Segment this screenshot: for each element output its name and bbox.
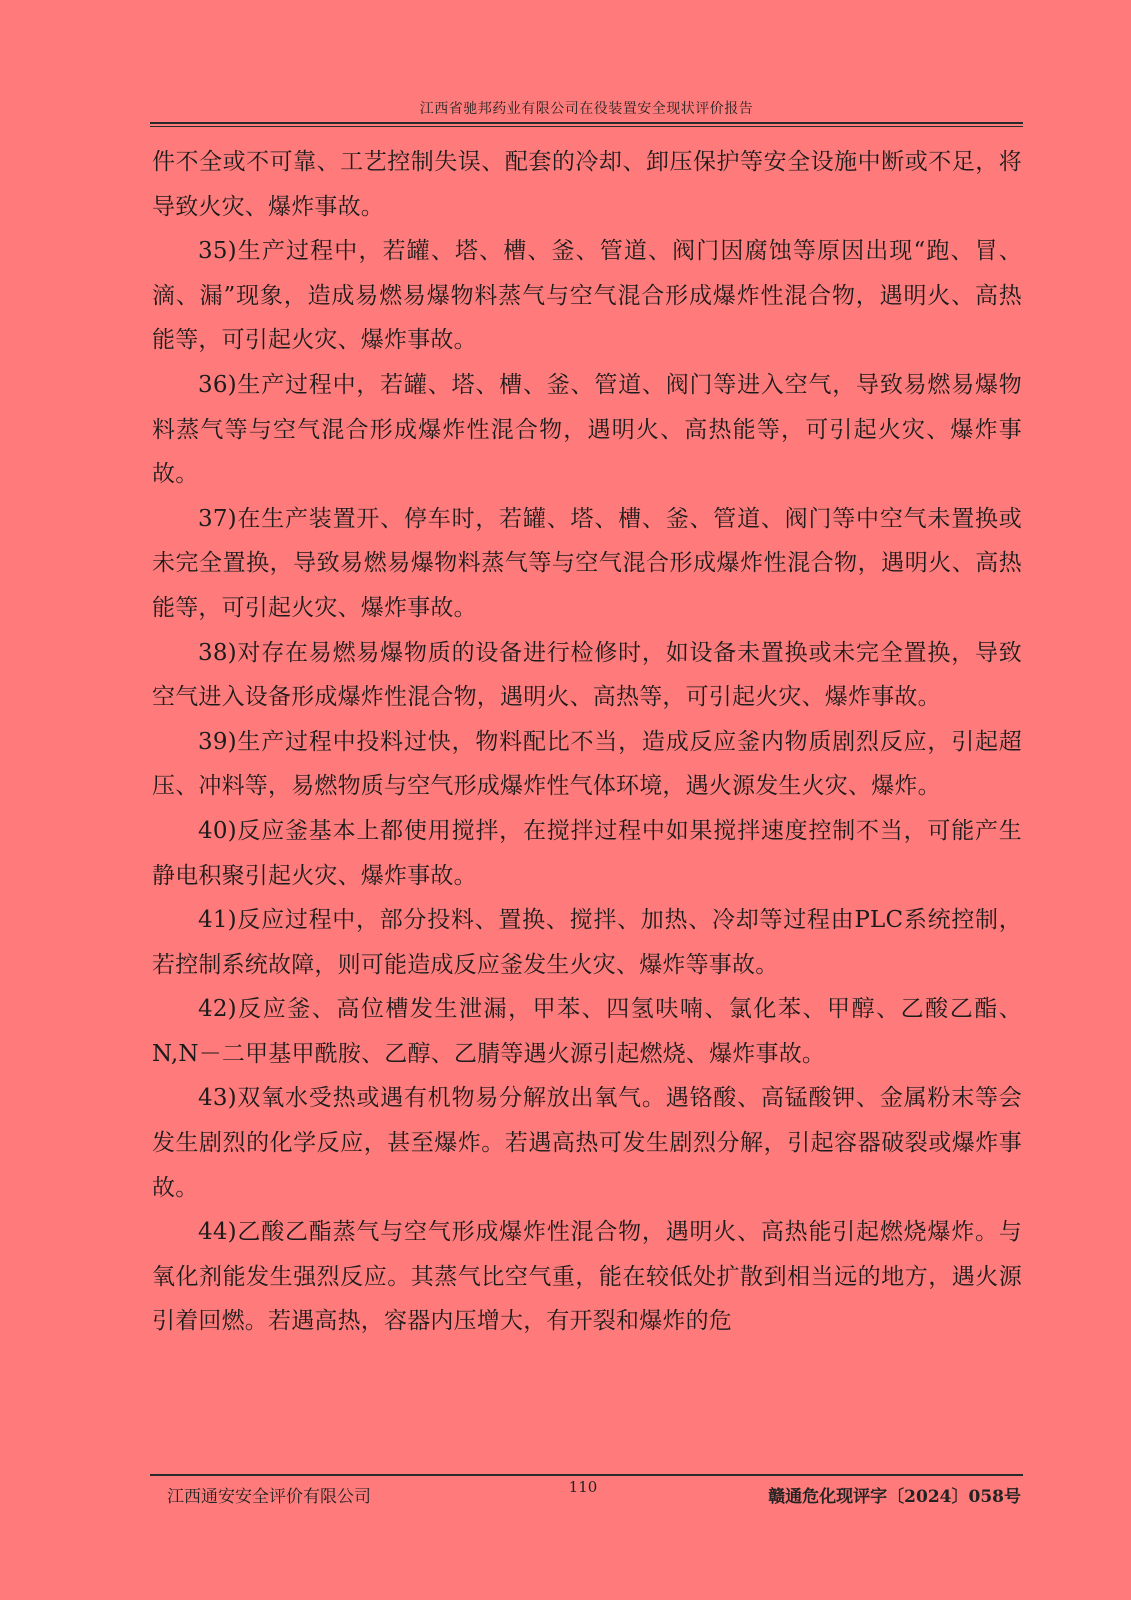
paragraph-item-37: 37)在生产装置开、停车时，若罐、塔、槽、釜、管道、阀门等中空气未置换或未完全置换，导致易燃易爆物料蒸气等与空气混合形成爆炸性混合物，遇明火、高热能等，可引起火灾、爆炸事故。	[152, 505, 1022, 621]
footer-divider	[150, 1474, 1023, 1476]
paragraph-item-44: 44)乙酸乙酯蒸气与空气形成爆炸性混合物，遇明火、高热能引起燃烧爆炸。与氧化剂能发生强烈反应。其蒸气比空气重，能在较低处扩散到相当远的地方，遇火源引着回燃。若遇高热，容器内压增大，有开裂和爆炸的危	[152, 1219, 1022, 1335]
paragraph-item-42: 42)反应釜、高位槽发生泄漏，甲苯、四氢呋喃、氯化苯、甲醇、乙酸乙酯、N,N－二甲基甲酰胺、乙醇、乙腈等遇火源引起燃烧、爆炸事故。	[152, 996, 1022, 1067]
paragraph-item-35: 35)生产过程中，若罐、塔、槽、釜、管道、阀门因腐蚀等原因出现“跑、冒、滴、漏”现象，造成易燃易爆物料蒸气与空气混合形成爆炸性混合物，遇明火、高热能等，可引起火灾、爆炸事故。	[152, 238, 1022, 354]
header-divider-thin	[150, 126, 1023, 127]
page-header-title: 江西省驰邦药业有限公司在役装置安全现状评价报告	[419, 101, 754, 117]
footer-company: 江西通安安全评价有限公司	[167, 1487, 371, 1507]
paragraph-item-40: 40)反应釜基本上都使用搅拌，在搅拌过程中如果搅拌速度控制不当，可能产生静电积聚引起火灾、爆炸事故。	[152, 817, 1022, 889]
paragraph-item-39: 39)生产过程中投料过快，物料配比不当，造成反应釜内物质剧烈反应，引起超压、冲料等，易燃物质与空气形成爆炸性气体环境，遇火源发生火灾、爆炸。	[152, 728, 1022, 800]
paragraph-item-41: 41)反应过程中，部分投料、置换、搅拌、加热、冷却等过程由PLC系统控制，若控制系统故障，则可能造成反应釜发生火灾、爆炸等事故。	[152, 907, 1022, 978]
page-number: 110	[568, 1478, 598, 1496]
footer-document-code: 赣通危化现评字〔2024〕058号	[768, 1487, 1021, 1507]
header-divider	[150, 122, 1023, 124]
paragraph-item-38: 38)对存在易燃易爆物质的设备进行检修时，如设备未置换或未完全置换，导致空气进入设备形成爆炸性混合物，遇明火、高热等，可引起火灾、爆炸事故。	[152, 639, 1022, 711]
paragraph-item-36: 36)生产过程中，若罐、塔、槽、釜、管道、阀门等进入空气，导致易燃易爆物料蒸气等与空气混合形成爆炸性混合物，遇明火、高热能等，可引起火灾、爆炸事故。	[152, 371, 1022, 488]
body-text	[152, 140, 1022, 1344]
paragraph-continuation: 件不全或不可靠、工艺控制失误、配套的冷却、卸压保护等安全设施中断或不足，将导致火灾、爆炸事故。	[152, 149, 1022, 220]
paragraph-item-43: 43)双氧水受热或遇有机物易分解放出氧气。遇铬酸、高锰酸钾、金属粉末等会发生剧烈的化学反应，甚至爆炸。若遇高热可发生剧烈分解，引起容器破裂或爆炸事故。	[152, 1085, 1022, 1201]
